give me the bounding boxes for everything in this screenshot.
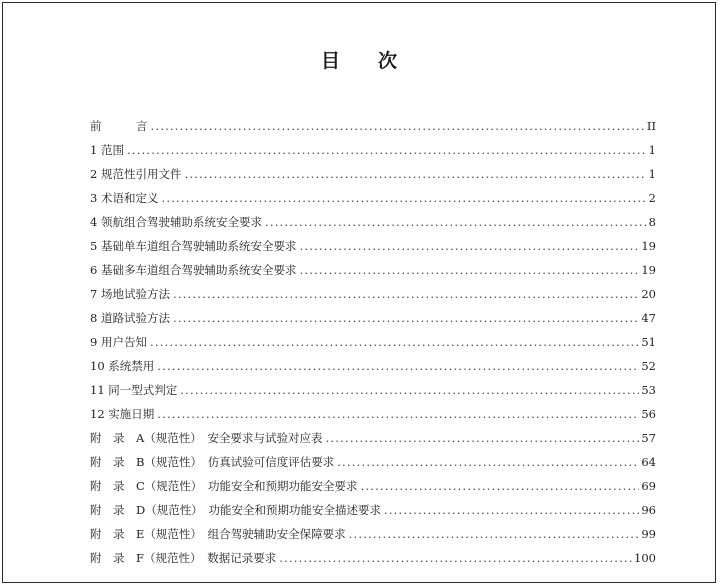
toc-entry-page: 8	[648, 215, 656, 229]
toc-entry-label: 8 道路试验方法	[90, 311, 170, 325]
toc-entry-5[interactable]	[90, 234, 656, 258]
toc-entry-label: 前 言	[90, 119, 148, 133]
toc-entry-appendix-f[interactable]	[90, 546, 656, 570]
toc-entry-1[interactable]	[90, 138, 656, 162]
dot-leader	[127, 138, 647, 162]
dot-leader	[361, 474, 640, 498]
toc-entry-12[interactable]	[90, 402, 656, 426]
toc-entry-label: 2 规范性引用文件	[90, 167, 182, 181]
toc-entry-page: 56	[641, 407, 656, 421]
toc-entry-label: 11 同一型式判定	[90, 383, 178, 397]
toc-entry-7[interactable]	[90, 282, 656, 306]
dot-leader	[157, 402, 639, 426]
toc-entry-label: 10 系统禁用	[90, 359, 155, 373]
dot-leader	[299, 234, 639, 258]
dot-leader	[326, 426, 640, 450]
toc-entry-page: 64	[641, 455, 656, 469]
toc-entry-label: 附 录 E（规范性） 组合驾驶辅助安全保障要求	[90, 527, 346, 541]
toc-entry-page: 1	[648, 167, 656, 181]
toc-entry-2[interactable]	[90, 162, 656, 186]
toc-entry-page: 19	[641, 263, 656, 277]
toc-entry-page: 19	[641, 239, 656, 253]
dot-leader	[349, 522, 640, 546]
dot-leader	[279, 546, 632, 570]
dot-leader	[265, 210, 647, 234]
toc-entry-page: 99	[641, 527, 656, 541]
toc-entry-10[interactable]	[90, 354, 656, 378]
toc-title: 目 次	[320, 50, 397, 72]
toc-entry-label: 9 用户告知	[90, 335, 147, 349]
toc-entry-page: 20	[641, 287, 656, 301]
dot-leader	[384, 498, 639, 522]
toc-entry-label: 3 术语和定义	[90, 191, 159, 205]
toc-entry-page: II	[646, 119, 656, 133]
toc-entry-label: 附 录 D（规范性） 功能安全和预期功能安全描述要求	[90, 503, 381, 517]
document-page	[2, 2, 716, 583]
toc-entry-page: 47	[641, 311, 656, 325]
toc-entry-page: 1	[648, 143, 656, 157]
toc-entry-page: 52	[641, 359, 656, 373]
toc-entry-label: 4 领航组合驾驶辅助系统安全要求	[90, 215, 262, 229]
toc-entry-8[interactable]	[90, 306, 656, 330]
dot-leader	[337, 450, 639, 474]
dot-leader	[150, 330, 639, 354]
toc-entry-appendix-d[interactable]	[90, 498, 656, 522]
dot-leader	[180, 378, 639, 402]
dot-leader	[161, 186, 646, 210]
toc-entry-foreword[interactable]	[90, 114, 656, 138]
toc-entry-page: 69	[641, 479, 656, 493]
toc-entry-3[interactable]	[90, 186, 656, 210]
toc-entry-11[interactable]	[90, 378, 656, 402]
toc-entry-9[interactable]	[90, 330, 656, 354]
toc-entry-label: 7 场地试验方法	[90, 287, 170, 301]
toc-entry-appendix-a[interactable]	[90, 426, 656, 450]
toc-entry-label: 附 录 B（规范性） 仿真试验可信度评估要求	[90, 455, 335, 469]
toc-entry-page: 53	[641, 383, 656, 397]
dot-leader	[157, 354, 639, 378]
toc-entry-label: 附 录 C（规范性） 功能安全和预期功能安全要求	[90, 479, 358, 493]
dot-leader	[173, 282, 639, 306]
toc-entry-page: 2	[648, 191, 656, 205]
toc-entry-label: 附 录 A（规范性） 安全要求与试验对应表	[90, 431, 323, 445]
toc-entry-label: 附 录 F（规范性） 数据记录要求	[90, 551, 277, 565]
toc-entry-label: 5 基础单车道组合驾驶辅助系统安全要求	[90, 239, 297, 253]
toc-entry-label: 12 实施日期	[90, 407, 155, 421]
toc-entry-appendix-c[interactable]	[90, 474, 656, 498]
toc-entry-page: 96	[641, 503, 656, 517]
dot-leader	[173, 306, 639, 330]
toc-entry-label: 1 范围	[90, 143, 124, 157]
toc-entry-page: 100	[634, 551, 656, 565]
toc-entry-appendix-e[interactable]	[90, 522, 656, 546]
toc-entry-page: 57	[641, 431, 656, 445]
dot-leader	[299, 258, 639, 282]
toc-entry-6[interactable]	[90, 258, 656, 282]
dot-leader	[151, 114, 645, 138]
toc-entry-appendix-b[interactable]	[90, 450, 656, 474]
toc-entry-label: 6 基础多车道组合驾驶辅助系统安全要求	[90, 263, 297, 277]
dot-leader	[184, 162, 646, 186]
toc-entry-page: 51	[641, 335, 656, 349]
toc-list	[90, 114, 656, 570]
toc-entry-4[interactable]	[90, 210, 656, 234]
